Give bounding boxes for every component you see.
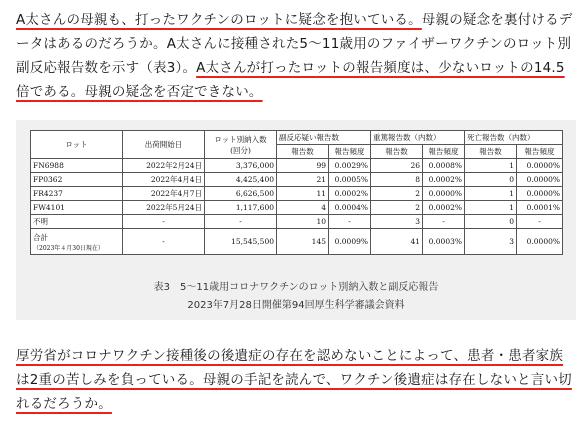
subheader-count: 報告数	[465, 145, 517, 159]
subheader-count: 報告数	[277, 145, 329, 159]
delivered-label: ロット別納入数	[214, 134, 267, 144]
row-side-freq: 0.0005%	[329, 173, 371, 187]
col-header-side: 副反応疑い報告数	[277, 131, 371, 145]
total-side-freq: 0.0009%	[329, 229, 371, 255]
row-death-freq: 0.0000%	[517, 187, 563, 201]
row-lot: FR4237	[31, 187, 123, 201]
col-header-death: 死亡報告数（内数）	[465, 131, 563, 145]
underlined-sentence: A太さんが打ったロットの報告頻度は、少ないロットの14.5倍である。	[16, 60, 565, 100]
row-serious-count: 2	[371, 187, 423, 201]
subheader-freq: 報告頻度	[329, 145, 371, 159]
row-lot: FP0362	[31, 173, 123, 187]
row-side-count: 21	[277, 173, 329, 187]
intro-paragraph	[16, 8, 576, 104]
table-row	[31, 159, 563, 173]
table-source: 2023年7月28日開催第94回厚生科学審議会資料	[187, 300, 405, 311]
row-death-freq: 0.0000%	[517, 159, 563, 173]
row-side-freq: -	[329, 215, 371, 229]
row-lot: FW4101	[31, 201, 123, 215]
row-start-date: 2022年4月4日	[123, 173, 205, 187]
row-lot: 不明	[31, 215, 123, 229]
total-serious-count: 41	[371, 229, 423, 255]
row-serious-count: 8	[371, 173, 423, 187]
table-caption: 表3 5〜11歳用コロナワクチンのロット別納入数と副反応報告	[153, 282, 439, 293]
col-header-serious: 重篤報告数（内数）	[371, 131, 465, 145]
row-death-count: 1	[465, 187, 517, 201]
table-row	[31, 187, 563, 201]
row-side-freq: 0.0029%	[329, 159, 371, 173]
row-side-freq: 0.0002%	[329, 187, 371, 201]
total-row	[31, 229, 563, 255]
row-delivered: 6,626,500	[205, 187, 277, 201]
row-serious-freq: 0.0002%	[423, 201, 465, 215]
total-note: （2023年４月30日現在）	[33, 244, 104, 252]
row-start-date: 2022年4月7日	[123, 187, 205, 201]
row-death-count: 0	[465, 215, 517, 229]
row-serious-freq: 0.0008%	[423, 159, 465, 173]
row-start-date: 2022年2月24日	[123, 159, 205, 173]
table-body	[31, 159, 563, 229]
row-delivered: 3,376,000	[205, 159, 277, 173]
row-serious-count: 3	[371, 215, 423, 229]
table-row	[31, 173, 563, 187]
total-serious-freq: 0.0003%	[423, 229, 465, 255]
col-header-start: 出荷開始日	[123, 131, 205, 159]
lot-report-table	[30, 130, 563, 255]
lot-report-table-wrapper	[30, 130, 562, 255]
row-death-freq: 0.0000%	[517, 173, 563, 187]
row-delivered: 4,425,400	[205, 173, 277, 187]
row-delivered: -	[205, 215, 277, 229]
table-row	[31, 215, 563, 229]
row-serious-freq: -	[423, 215, 465, 229]
row-death-count: 1	[465, 201, 517, 215]
row-death-count: 1	[465, 159, 517, 173]
row-death-freq: 0.0001%	[517, 201, 563, 215]
row-lot: FN6988	[31, 159, 123, 173]
delivered-unit: (回分)	[230, 145, 251, 155]
total-death-count: 3	[465, 229, 517, 255]
total-death-freq: 0.0000%	[517, 229, 563, 255]
col-header-delivered	[205, 131, 277, 159]
total-label: 合計	[33, 232, 48, 242]
table-figure	[16, 120, 576, 320]
underlined-sentence: 厚労省がコロナワクチン接種後の後遺症の存在を認めないことによって、患者・患者家族は2重の苦しみを負っている。	[16, 348, 564, 388]
row-serious-count: 26	[371, 159, 423, 173]
row-serious-freq: 0.0002%	[423, 173, 465, 187]
row-side-count: 4	[277, 201, 329, 215]
subheader-freq: 報告頻度	[517, 145, 563, 159]
underlined-sentence: 母親の手記を読んで、ワクチン後遺症は存在しないと言い切れるだろうか。	[16, 372, 572, 412]
row-side-count: 11	[277, 187, 329, 201]
subheader-freq: 報告頻度	[423, 145, 465, 159]
sentence: 母親の疑念を裏付けるデータはあるのだろうか。A太さんに接種された5〜11歳用のファイザーワクチンのロット別副反応報告数を示す（表3）。	[16, 12, 573, 76]
underlined-sentence: A太さんの母親も、打ったワクチンのロットに疑念を抱いている。	[16, 12, 422, 28]
row-death-freq: -	[517, 215, 563, 229]
total-date: -	[123, 229, 205, 255]
total-label-cell	[31, 229, 123, 255]
row-delivered: 1,117,600	[205, 201, 277, 215]
table-row	[31, 201, 563, 215]
col-header-lot: ロット	[31, 131, 123, 159]
row-serious-count: 2	[371, 201, 423, 215]
row-start-date: -	[123, 215, 205, 229]
row-start-date: 2022年5月24日	[123, 201, 205, 215]
total-delivered: 15,545,500	[205, 229, 277, 255]
row-side-count: 10	[277, 215, 329, 229]
subheader-count: 報告数	[371, 145, 423, 159]
closing-paragraph	[16, 344, 576, 416]
row-serious-freq: 0.0000%	[423, 187, 465, 201]
total-side-count: 145	[277, 229, 329, 255]
header-row	[31, 131, 563, 145]
row-death-count: 0	[465, 173, 517, 187]
underlined-sentence: 母親の疑念を否定できない。	[84, 84, 263, 100]
row-side-count: 99	[277, 159, 329, 173]
row-side-freq: 0.0004%	[329, 201, 371, 215]
